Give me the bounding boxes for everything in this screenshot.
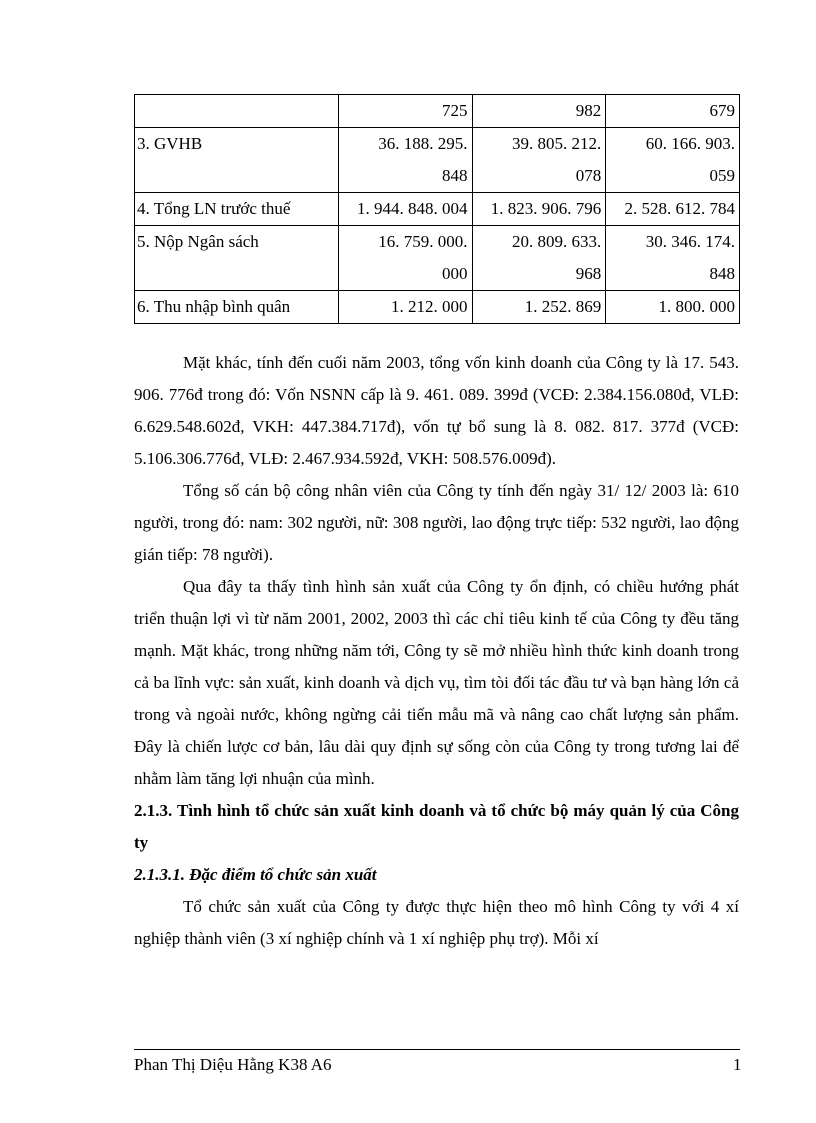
value-line-1: 1. 252. 869 (524, 297, 602, 316)
value-line-1: 725 (442, 101, 468, 120)
value-line-2: 848 (709, 264, 735, 283)
value-cell (472, 226, 606, 291)
paragraph-organization: Tổ chức sản xuất của Công ty được thực hiện theo mô hình Công ty với 4 xí nghiệp thành viên (3 xí nghiệp chính và 1 xí nghiệp phụ trợ). Mỗi xí (134, 897, 739, 948)
value-cell (338, 193, 472, 226)
value-cell (338, 128, 472, 193)
footer-author: Phan Thị Diệu Hằng K38 A6 (134, 1055, 332, 1074)
paragraph-capital: Mặt khác, tính đến cuối năm 2003, tổng vốn kinh doanh của Công ty là 17. 543. 906. 776đ trong đó: Vốn NSNN cấp là 9. 461. 089. 399đ (VCĐ: 2.384.156.080đ, VLĐ: 6.629.548.602đ, VKH: 447.384.717đ), vốn tự bổ sung là 8. 082. 817. 377đ (VCĐ: 5.106.306.776đ, VLĐ: 2.467.934.592đ, VKH: 508.576.009đ). (134, 353, 739, 468)
value-line-2: 059 (709, 166, 735, 185)
value-line-1: 36. 188. 295. (378, 134, 468, 153)
value-cell (472, 193, 606, 226)
table-row (135, 95, 740, 128)
value-line-1: 16. 759. 000. (378, 232, 468, 251)
page-number: 1 (733, 1055, 742, 1074)
value-cell (472, 128, 606, 193)
value-cell (606, 193, 740, 226)
table-row (135, 226, 740, 291)
row-label: 4. Tổng LN trước thuế (135, 193, 339, 226)
value-cell (606, 95, 740, 128)
value-line-1: 39. 805. 212. (512, 134, 602, 153)
value-line-1: 2. 528. 612. 784 (624, 199, 735, 218)
paragraph-outlook: Qua đây ta thấy tình hình sản xuất của Công ty ổn định, có chiều hướng phát triển thuận lợi vì từ năm 2001, 2002, 2003 thì các chỉ tiêu kinh tế của Công ty đều tăng mạnh. Mặt khác, trong những năm tới, Công ty sẽ mở nhiều hình thức kinh doanh trong cả ba lĩnh vực: sản xuất, kinh doanh và dịch vụ, tìm tòi đối tác đầu tư và bạn hàng lớn cả trong và ngoài nước, không ngừng cải tiến mẫu mã và nâng cao chất lượng sản phẩm. Đây là chiến lược cơ bản, lâu dài quy định sự sống còn của Công ty trong tương lai để nhằm làm tăng lợi nhuận của mình. (134, 577, 739, 788)
value-line-1: 982 (575, 101, 602, 120)
section-heading: 2.1.3. Tình hình tổ chức sản xuất kinh doanh và tổ chức bộ máy quản lý của Công ty (134, 801, 739, 852)
footer-divider (134, 1049, 740, 1050)
value-cell (338, 95, 472, 128)
value-cell (338, 226, 472, 291)
value-cell (338, 291, 472, 324)
row-label: 5. Nộp Ngân sách (135, 226, 339, 291)
value-line-1: 60. 166. 903. (645, 134, 735, 153)
value-line-1: 1. 800. 000 (658, 297, 735, 316)
table-row (135, 128, 740, 193)
value-line-1: 1. 823. 906. 796 (490, 199, 602, 218)
table-row (135, 193, 740, 226)
value-line-1: 1. 212. 000 (391, 297, 468, 316)
paragraph-staff: Tổng số cán bộ công nhân viên của Công ty tính đến ngày 31/ 12/ 2003 là: 610 người, trong đó: nam: 302 người, nữ: 308 người, lao động trực tiếp: 532 người, lao động gián tiếp: 78 người). (134, 481, 739, 564)
value-line-2: 968 (575, 264, 602, 283)
value-line-1: 20. 809. 633. (512, 232, 602, 251)
subsection-heading: 2.1.3.1. Đặc điểm tổ chức sản xuất (134, 865, 377, 884)
value-line-2: 848 (442, 166, 468, 185)
financial-table (134, 94, 740, 324)
row-label: 3. GVHB (135, 128, 339, 193)
value-cell (472, 291, 606, 324)
value-line-1: 30. 346. 174. (645, 232, 735, 251)
value-cell (472, 95, 606, 128)
value-cell (606, 128, 740, 193)
value-cell (606, 226, 740, 291)
row-label: 6. Thu nhập bình quân (135, 291, 339, 324)
value-line-1: 679 (709, 101, 735, 120)
body-text (134, 347, 739, 955)
financial-table-body (135, 95, 740, 324)
value-line-1: 1. 944. 848. 004 (357, 199, 468, 218)
table-row (135, 291, 740, 324)
row-label (135, 95, 339, 128)
value-line-2: 078 (575, 166, 602, 185)
value-cell (606, 291, 740, 324)
value-line-2: 000 (442, 264, 468, 283)
